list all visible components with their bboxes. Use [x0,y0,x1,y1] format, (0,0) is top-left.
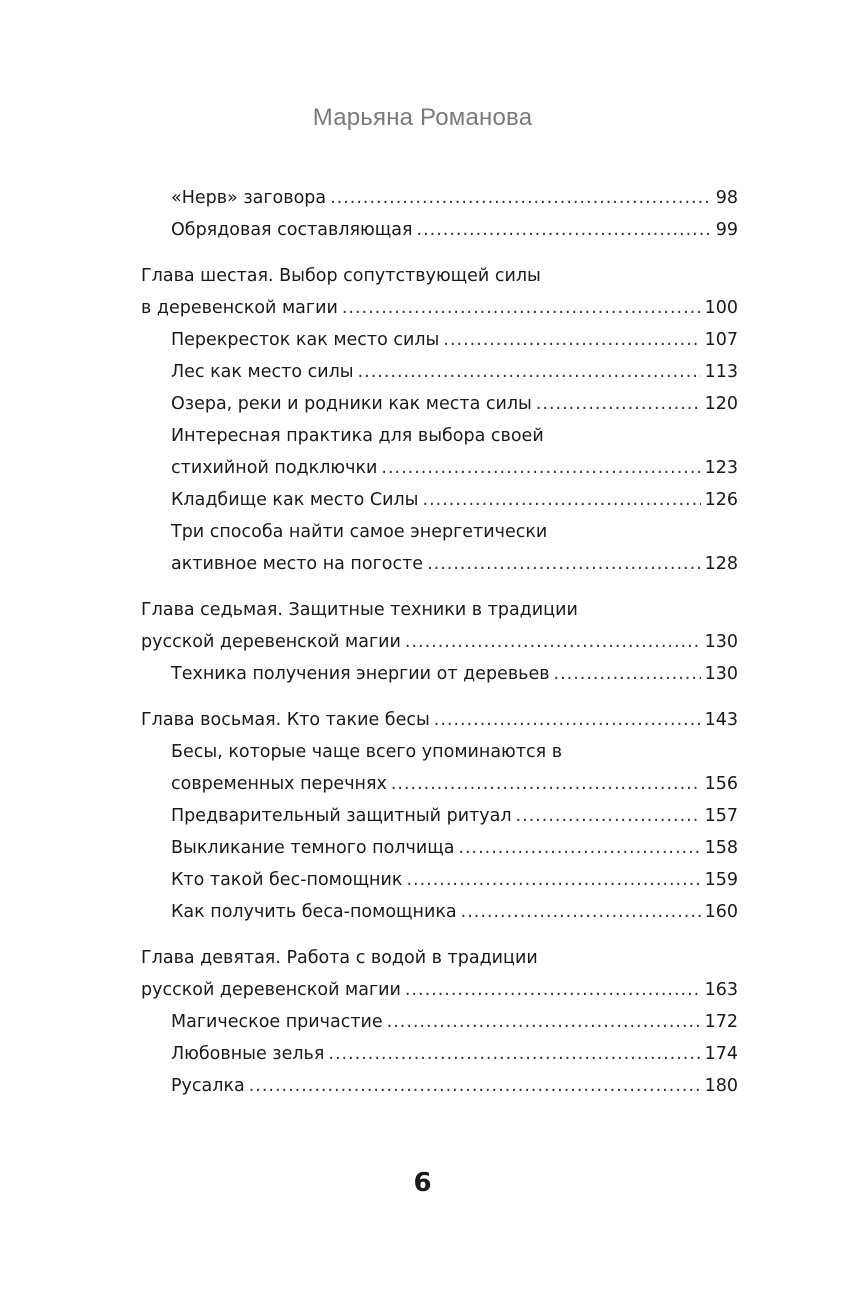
dot-leader [405,626,701,658]
toc-entry-row [171,214,738,246]
toc-entry-title: Любовные зелья [171,1044,325,1064]
toc-entry-row [171,1006,738,1038]
dot-leader [458,832,700,864]
toc-entry-title-line: Три способа найти самое энергетически [171,522,548,542]
toc-subentry[interactable] [141,736,738,800]
toc-entry-row [171,324,738,356]
toc-entry-row [171,548,738,580]
toc-entry-row [171,1038,738,1070]
toc-entry-row [171,356,738,388]
toc-subentry[interactable] [141,420,738,484]
toc-page-number: 174 [704,1044,738,1064]
toc-entry-row [171,182,738,214]
toc-subentry[interactable] [141,324,738,356]
dot-leader [536,388,701,420]
dot-leader [516,800,701,832]
toc-chapter-entry[interactable] [141,942,738,1006]
toc-chapter-group [141,594,738,690]
toc-entry-title: Озера, реки и родники как места силы [171,394,532,414]
toc-page-number: 99 [715,220,738,240]
dot-leader [434,704,701,736]
toc-page-number: 156 [704,774,738,794]
toc-entry-title: активное место на погосте [171,554,424,574]
dot-leader [417,214,712,246]
toc-subentry[interactable] [141,1006,738,1038]
dot-leader [387,1006,701,1038]
toc-subentry[interactable] [141,484,738,516]
dot-leader [554,658,701,690]
toc-entry-title: в деревенской магии [141,298,338,318]
toc-entry-row [171,800,738,832]
toc-chapter-entry[interactable] [141,594,738,658]
toc-page-number: 98 [715,188,738,208]
toc-page-number: 130 [704,632,738,652]
dot-leader [427,548,701,580]
dot-leader [443,324,700,356]
toc-entry-title: Глава восьмая. Кто такие бесы [141,710,430,730]
toc-page-number: 107 [704,330,738,350]
dot-leader [328,1038,700,1070]
toc-entry-title: «Нерв» заговора [171,188,327,208]
dot-leader [381,452,700,484]
toc-entry-title: современных перечнях [171,774,387,794]
dot-leader [358,356,701,388]
table-of-contents [141,182,738,1102]
toc-entry-title: Обрядовая составляющая [171,220,413,240]
toc-entry-title-line: Глава девятая. Работа с водой в традиции [141,948,538,968]
dot-leader [405,974,701,1006]
toc-entry-title: Лес как место силы [171,362,354,382]
toc-chapter-entry[interactable] [141,260,738,324]
dot-leader [330,182,712,214]
toc-chapter-group [141,942,738,1102]
toc-entry-title-line: Глава седьмая. Защитные техники в традиции [141,600,578,620]
dot-leader [406,864,700,896]
toc-entry-row [171,832,738,864]
toc-entry-row [171,1070,738,1102]
toc-entry-row [171,388,738,420]
toc-subentry[interactable] [141,800,738,832]
toc-page-number: 120 [704,394,738,414]
toc-subentry[interactable] [141,214,738,246]
toc-entry-title: Техника получения энергии от деревьев [171,664,550,684]
toc-subentry[interactable] [141,388,738,420]
toc-subentry[interactable] [141,1038,738,1070]
toc-subentry[interactable] [141,832,738,864]
toc-entry-title: Русалка [171,1076,245,1096]
toc-entry-row [171,864,738,896]
toc-subentry[interactable] [141,864,738,896]
toc-subentry[interactable] [141,356,738,388]
toc-entry-title-line: Глава шестая. Выбор сопутствующей силы [141,266,541,286]
toc-page-number: 100 [704,298,738,318]
toc-entry-title: Кладбище как место Силы [171,490,419,510]
toc-entry-row [171,768,738,800]
toc-page-number: 180 [704,1076,738,1096]
toc-chapter-group [141,704,738,928]
toc-page-number: 126 [704,490,738,510]
toc-page-number: 159 [704,870,738,890]
toc-entry-title-line: Интересная практика для выбора своей [171,426,544,446]
toc-chapter-entry[interactable] [141,704,738,736]
toc-entry-title: Предварительный защитный ритуал [171,806,512,826]
toc-page-number: 130 [704,664,738,684]
toc-entry-row [171,658,738,690]
toc-continued-group [141,182,738,246]
toc-subentry[interactable] [141,896,738,928]
toc-entry-title-line: Бесы, которые чаще всего упоминаются в [171,742,563,762]
toc-entry-row [171,896,738,928]
toc-entry-title: Магическое причастие [171,1012,383,1032]
toc-chapter-group [141,260,738,580]
toc-entry-title: Выкликание темного полчища [171,838,455,858]
toc-subentry[interactable] [141,516,738,580]
toc-entry-title: стихийной подключки [171,458,378,478]
toc-entry-row [171,484,738,516]
dot-leader [249,1070,701,1102]
page-number: 6 [413,1168,432,1198]
toc-page-number: 157 [704,806,738,826]
toc-page-number: 172 [704,1012,738,1032]
toc-page-number: 123 [704,458,738,478]
dot-leader [423,484,701,516]
toc-entry-title: Как получить беса-помощника [171,902,457,922]
toc-entry-row [141,292,738,324]
toc-page-number: 160 [704,902,738,922]
toc-entry-row [141,626,738,658]
dot-leader [342,292,701,324]
toc-page-number: 158 [704,838,738,858]
toc-entry-row [141,974,738,1006]
toc-entry-title: русской деревенской магии [141,980,401,1000]
toc-page-number: 113 [704,362,738,382]
toc-entry-row [141,704,738,736]
toc-page-number: 163 [704,980,738,1000]
toc-subentry[interactable] [141,658,738,690]
toc-entry-row [171,452,738,484]
toc-entry-title: Перекресток как место силы [171,330,440,350]
dot-leader [391,768,701,800]
running-head-author: Марьяна Романова [312,104,533,131]
toc-page-number: 143 [704,710,738,730]
toc-entry-title: русской деревенской магии [141,632,401,652]
toc-entry-title: Кто такой бес-помощник [171,870,403,890]
toc-subentry[interactable] [141,182,738,214]
toc-page-number: 128 [704,554,738,574]
dot-leader [461,896,701,928]
toc-subentry[interactable] [141,1070,738,1102]
